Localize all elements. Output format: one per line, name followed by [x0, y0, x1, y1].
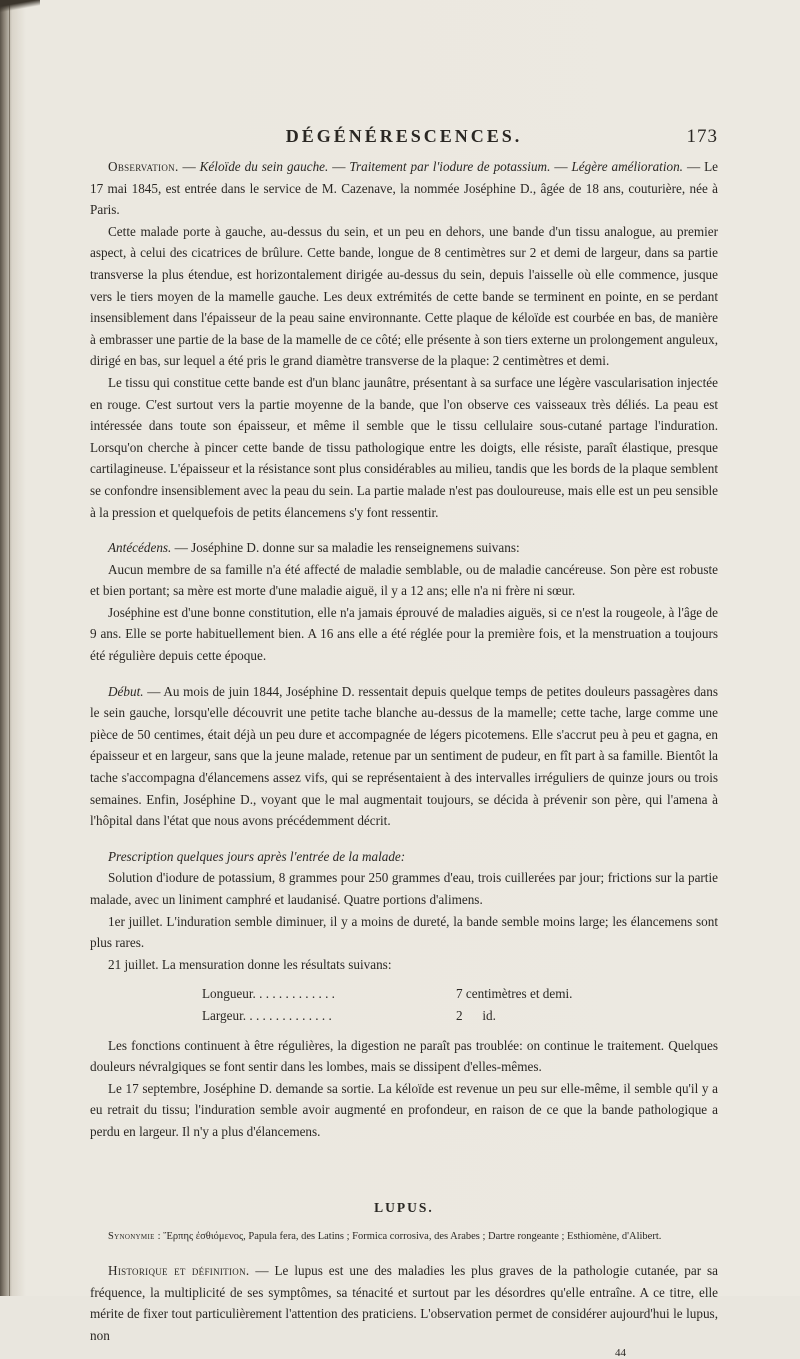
observation-title: Kéloïde du sein gauche.: [199, 159, 329, 174]
page-header: [90, 118, 718, 154]
antecedents-intro: — Joséphine D. donne sur sa maladie les renseignemens suivans:: [174, 540, 520, 556]
observation-text: Le 17 mai 1845, est entrée dans le service de M. Cazenave, la nommée Joséphine D., âgée de 18 ans, couturière, née à Paris.: [90, 159, 718, 218]
running-title: DÉGÉNÉRESCENCES.: [285, 126, 523, 146]
paragraph-family: Aucun membre de sa famille n'a été affecté de maladie semblable, ou de maladie cancéreuse. Son père est robuste et bien portant; sa mère est morte d'une maladie aiguë, il y a 12 ans; elle n'a ni frère ni sœur.: [90, 561, 718, 599]
observation-label: Observation.: [108, 159, 179, 174]
antecedents-paragraph: [90, 537, 718, 559]
historique-paragraph: [90, 1260, 718, 1346]
signature-number: 44: [615, 1346, 626, 1359]
paragraph-constitution: Joséphine est d'une bonne constitution, elle n'a jamais éprouvé de maladies aiguës, si ce n'est la rougeole, à l'âge de 9 ans. Elle se porte habituellement bien. A 16 ans elle a été réglée pour la première fois, et la menstruation a toujours été régulière depuis cette époque.: [90, 604, 718, 664]
paragraph-solution: Solution d'iodure de potassium, 8 grammes pour 250 grammes d'eau, trois cuillerées par jour; frictions sur la partie malade, avec un liniment camphré et laudanisé. Quatre portions d'alimens.: [90, 870, 718, 907]
corner-mark: [0, 0, 40, 14]
debut-label: Début.: [108, 683, 144, 699]
paragraph-july-1: 1er juillet. L'induration semble diminuer, il y a moins de dureté, la bande semble moins large; les élancemens sont plus rares.: [90, 913, 718, 951]
synonymie-label: Synonymie :: [108, 1231, 161, 1243]
measurement-value: 2 id.: [456, 1007, 496, 1023]
synonymie-line: [90, 1228, 718, 1246]
paragraph-july-21: 21 juillet. La mensuration donne les résultats suivans:: [108, 956, 392, 972]
historique-label: Historique et définition.: [108, 1263, 250, 1279]
spacer: [90, 832, 718, 846]
measurement-value: 7 centimètres et demi.: [456, 986, 573, 1002]
measurement-row: [202, 1005, 718, 1027]
page-number: 173: [686, 126, 718, 147]
paragraph-september: Le 17 septembre, Joséphine D. demande sa sortie. La kéloïde est revenue un peu sur elle-même, il semble qu'il y a eu retrait du tissu; l'induration semble avoir augmenté en profondeur, en raison de ce que la bande pathologique a perdu en largeur. Il n'y a plus d'élancemens.: [90, 1080, 718, 1139]
observation-result: Légère amélioration.: [571, 159, 683, 174]
spacer: [90, 1246, 718, 1260]
page-content: [90, 118, 718, 1359]
spacer: [90, 523, 718, 537]
measurement-label: Largeur. . . . . . . . . . . . . .: [202, 1007, 332, 1023]
synonymie-text: Ἕρπης ἐσθιόμενος, Papula fera, des Latins ; Formica corrosiva, des Arabes ; Dartre rongeante ; Esthiomène, d'Alibert.: [163, 1231, 662, 1243]
prescription-heading: [90, 846, 718, 868]
antecedents-label: Antécédens.: [108, 540, 172, 556]
measurement-label: Longueur. . . . . . . . . . . . .: [202, 986, 335, 1002]
debut-text: — Au mois de juin 1844, Joséphine D. ressentait depuis quelque temps de petites douleurs passagères dans le sein gauche, lorsqu'elle découvrit une petite tache blanche au-dessus de la mamelle; cette tache, large comme une pièce de 50 centimes, était déjà un peu dure et accompagnée de légers picotemens. Elle s'accrut peu à peu et gagna, en épaisseur et en largeur, sans que la jeune malade, retenue par un sentiment de pudeur, en fît part à sa famille. Bientôt la tache s'accompagna d'élancemens assez vifs, qui se représentaient à des intervalles irréguliers de quinze jours ou trois semaines. Enfin, Joséphine D., voyant que le mal augmentait toujours, se décida à prévenir son père, qui l'amena à l'hôpital dans l'état que nous avons précédemment décrit.: [90, 683, 719, 829]
spacer: [90, 1143, 718, 1187]
paragraph-functions: Les fonctions continuent à être régulières, la digestion ne paraît pas troublée: on continue le traitement. Quelques douleurs névralgiques se font sentir dans les lombes, mais se dissipent d'elles-mêmes.: [90, 1037, 718, 1075]
paragraph-description: Cette malade porte à gauche, au-dessus du sein, et un peu en dehors, une bande d'un tissu analogue, au premier aspect, à celui des cicatrices de brûlure. Cette bande, longue de 8 centimètres sur 2 et demi de largeur, dans sa partie transverse la plus étendue, est horizontalement dirigée au-dessus du sein, depuis l'aisselle où elle commence, jusque vers le tiers moyen de la mamelle gauche. Les deux extrémités de cette bande se terminent en pointe, en se perdant insensiblement dans l'épaisseur de la peau saine environnante. Cette plaque de kéloïde est courbée en bas, de manière à embrasser une partie de la base de la mamelle de ce côté; elle présente à son tiers externe un prolongement anguleux, dirigé en bas, sur lequel a été pris le grand diamètre transverse de la plaque: 2 centimètres et demi.: [90, 223, 718, 369]
binding-edge: [9, 0, 10, 1296]
observation-treatment: Traitement par l'iodure de potassium.: [349, 159, 551, 174]
observation-paragraph: Observation. — Kéloïde du sein gauche. — Traitement par l'iodure de potassium. — Légère amélioration. — Le 17 mai 1845, est entrée dans le service de M. Cazenave, la nommée Joséphine D., âgée de 18 ans, couturière, née à Paris.: [90, 159, 718, 218]
measurement-table: [202, 983, 718, 1026]
measurement-row: [202, 983, 718, 1005]
section-title: LUPUS.: [374, 1199, 434, 1215]
paragraph-tissue: Le tissu qui constitue cette bande est d'un blanc jaunâtre, présentant à sa surface une légère vascularisation injectée en rouge. C'est surtout vers la partie moyenne de la bande, que l'on observe ces vaisseaux très déliés. La peau est intéressée dans toute son épaisseur, et même il semble que le tissu cellulaire sous-cutané partage l'induration. Lorsqu'on cherche à pincer cette bande de tissu pathologique entre les doigts, elle résiste, paraît élastique, presque cartilagineuse. L'épaisseur et la résistance sont plus considérables au milieu, tandis que les bords de la plaque semblent se confondre insensiblement avec la peau du sein. La partie malade n'est pas douloureuse, mais elle est un peu sensible à la pression et quelquefois de petits élancemens s'y font ressentir.: [90, 374, 718, 520]
prescription-label: Prescription quelques jours après l'entrée de la malade:: [108, 848, 406, 864]
debut-paragraph: [90, 681, 718, 832]
historique-text: — Le lupus est une des maladies les plus graves de la pathologie cutanée, par sa fréquence, la multiplicité de ses symptômes, sa ténacité et surtout par les désordres qu'elle entraîne. A ce titre, elle mérite de fixer tout particulièrement l'attention des praticiens. L'observation permet de considérer aujourd'hui le lupus, non: [90, 1263, 718, 1343]
spacer: [90, 667, 718, 681]
